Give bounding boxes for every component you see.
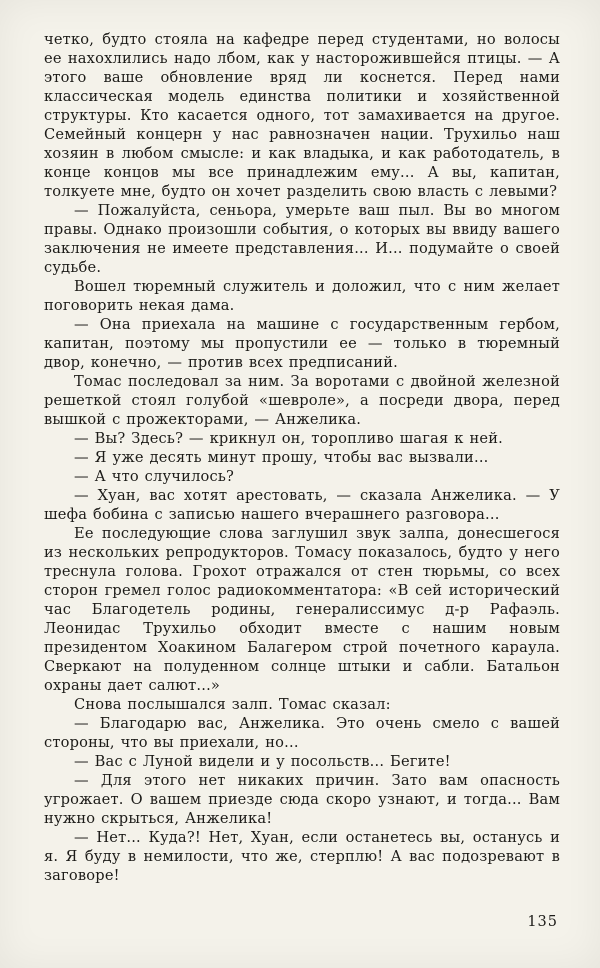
paragraph: — Она приехала на машине с государственным гербом, капитан, поэтому мы пропустили ее — только в тюремный двор, конечно, — против всех предписаний.: [44, 316, 560, 371]
paragraph: — Я уже десять минут прошу, чтобы вас вызвали...: [74, 449, 489, 466]
paragraph: — А что случилось?: [74, 468, 235, 485]
paragraph: — Благодарю вас, Анжелика. Это очень смело с вашей стороны, что вы приехали, но...: [44, 715, 560, 751]
paragraph: Вошел тюремный служитель и доложил, что с ним желает поговорить некая дама.: [44, 278, 560, 314]
paragraph: Томас последовал за ним. За воротами с двойной железной решеткой стоял голубой «шевроле», а посреди двора, перед вышкой с прожекторами, — Анжелика.: [44, 373, 560, 428]
paragraph: Снова послышался залп. Томас сказал:: [74, 696, 391, 713]
paragraph: — Для этого нет никаких причин. Зато вам опасность угрожает. О вашем приезде сюда скоро узнают, и тогда... Вам нужно скрыться, Анжелика!: [44, 772, 560, 827]
paragraph: четко, будто стояла на кафедре перед студентами, но волосы ее нахохлились надо лбом, как у насторожившейся птицы. — А этого ваше обновление вряд ли коснется. Перед нами классическая модель единства политики и хозяйственной структуры. Кто касается одного, тот замахивается на другое. Семейный концерн у нас равнозначен нации. Трухильо наш хозяин в любом смысле: и как владыка, и как работодатель, в конце концов мы все принадлежим ему... А вы, капитан, толкуете мне, будто он хочет разделить свою власть с левыми?: [44, 31, 560, 200]
paragraph: — Вы? Здесь? — крикнул он, торопливо шагая к ней.: [74, 430, 503, 447]
text-block: [44, 30, 560, 885]
paragraph: — Нет... Куда?! Нет, Хуан, если останетесь вы, останусь и я. Я буду в немилости, что же, стерплю! А вас подозревают в заговоре!: [44, 829, 560, 884]
paragraph: — Вас с Луной видели и у посольств... Бегите!: [74, 753, 451, 770]
paragraph: — Пожалуйста, сеньора, умерьте ваш пыл. Вы во многом правы. Однако произошли события, о которых вы ввиду вашего заключения не имеете представления... И... подумайте о своей судьбе.: [44, 202, 560, 276]
paragraph: — Хуан, вас хотят арестовать, — сказала Анжелика. — У шефа бобина с записью нашего вчерашнего разговора...: [44, 487, 560, 523]
page-number: 135: [527, 914, 558, 930]
paragraph: Ее последующие слова заглушил звук залпа, донесшегося из нескольких репродукторов. Томасу показалось, будто у него треснула голова. Грохот отражался от стен тюрьмы, со всех сторон гремел голос радиокомментатора: «В сей исторический час Благодетель родины, генералиссимус д-р Рафаэль. Леонидас Трухильо обходит вместе с нашим новым президентом Хоакином Балагером строй почетного караула. Сверкают на полуденном солнце штыки и сабли. Батальон охраны дает салют...»: [44, 525, 560, 694]
